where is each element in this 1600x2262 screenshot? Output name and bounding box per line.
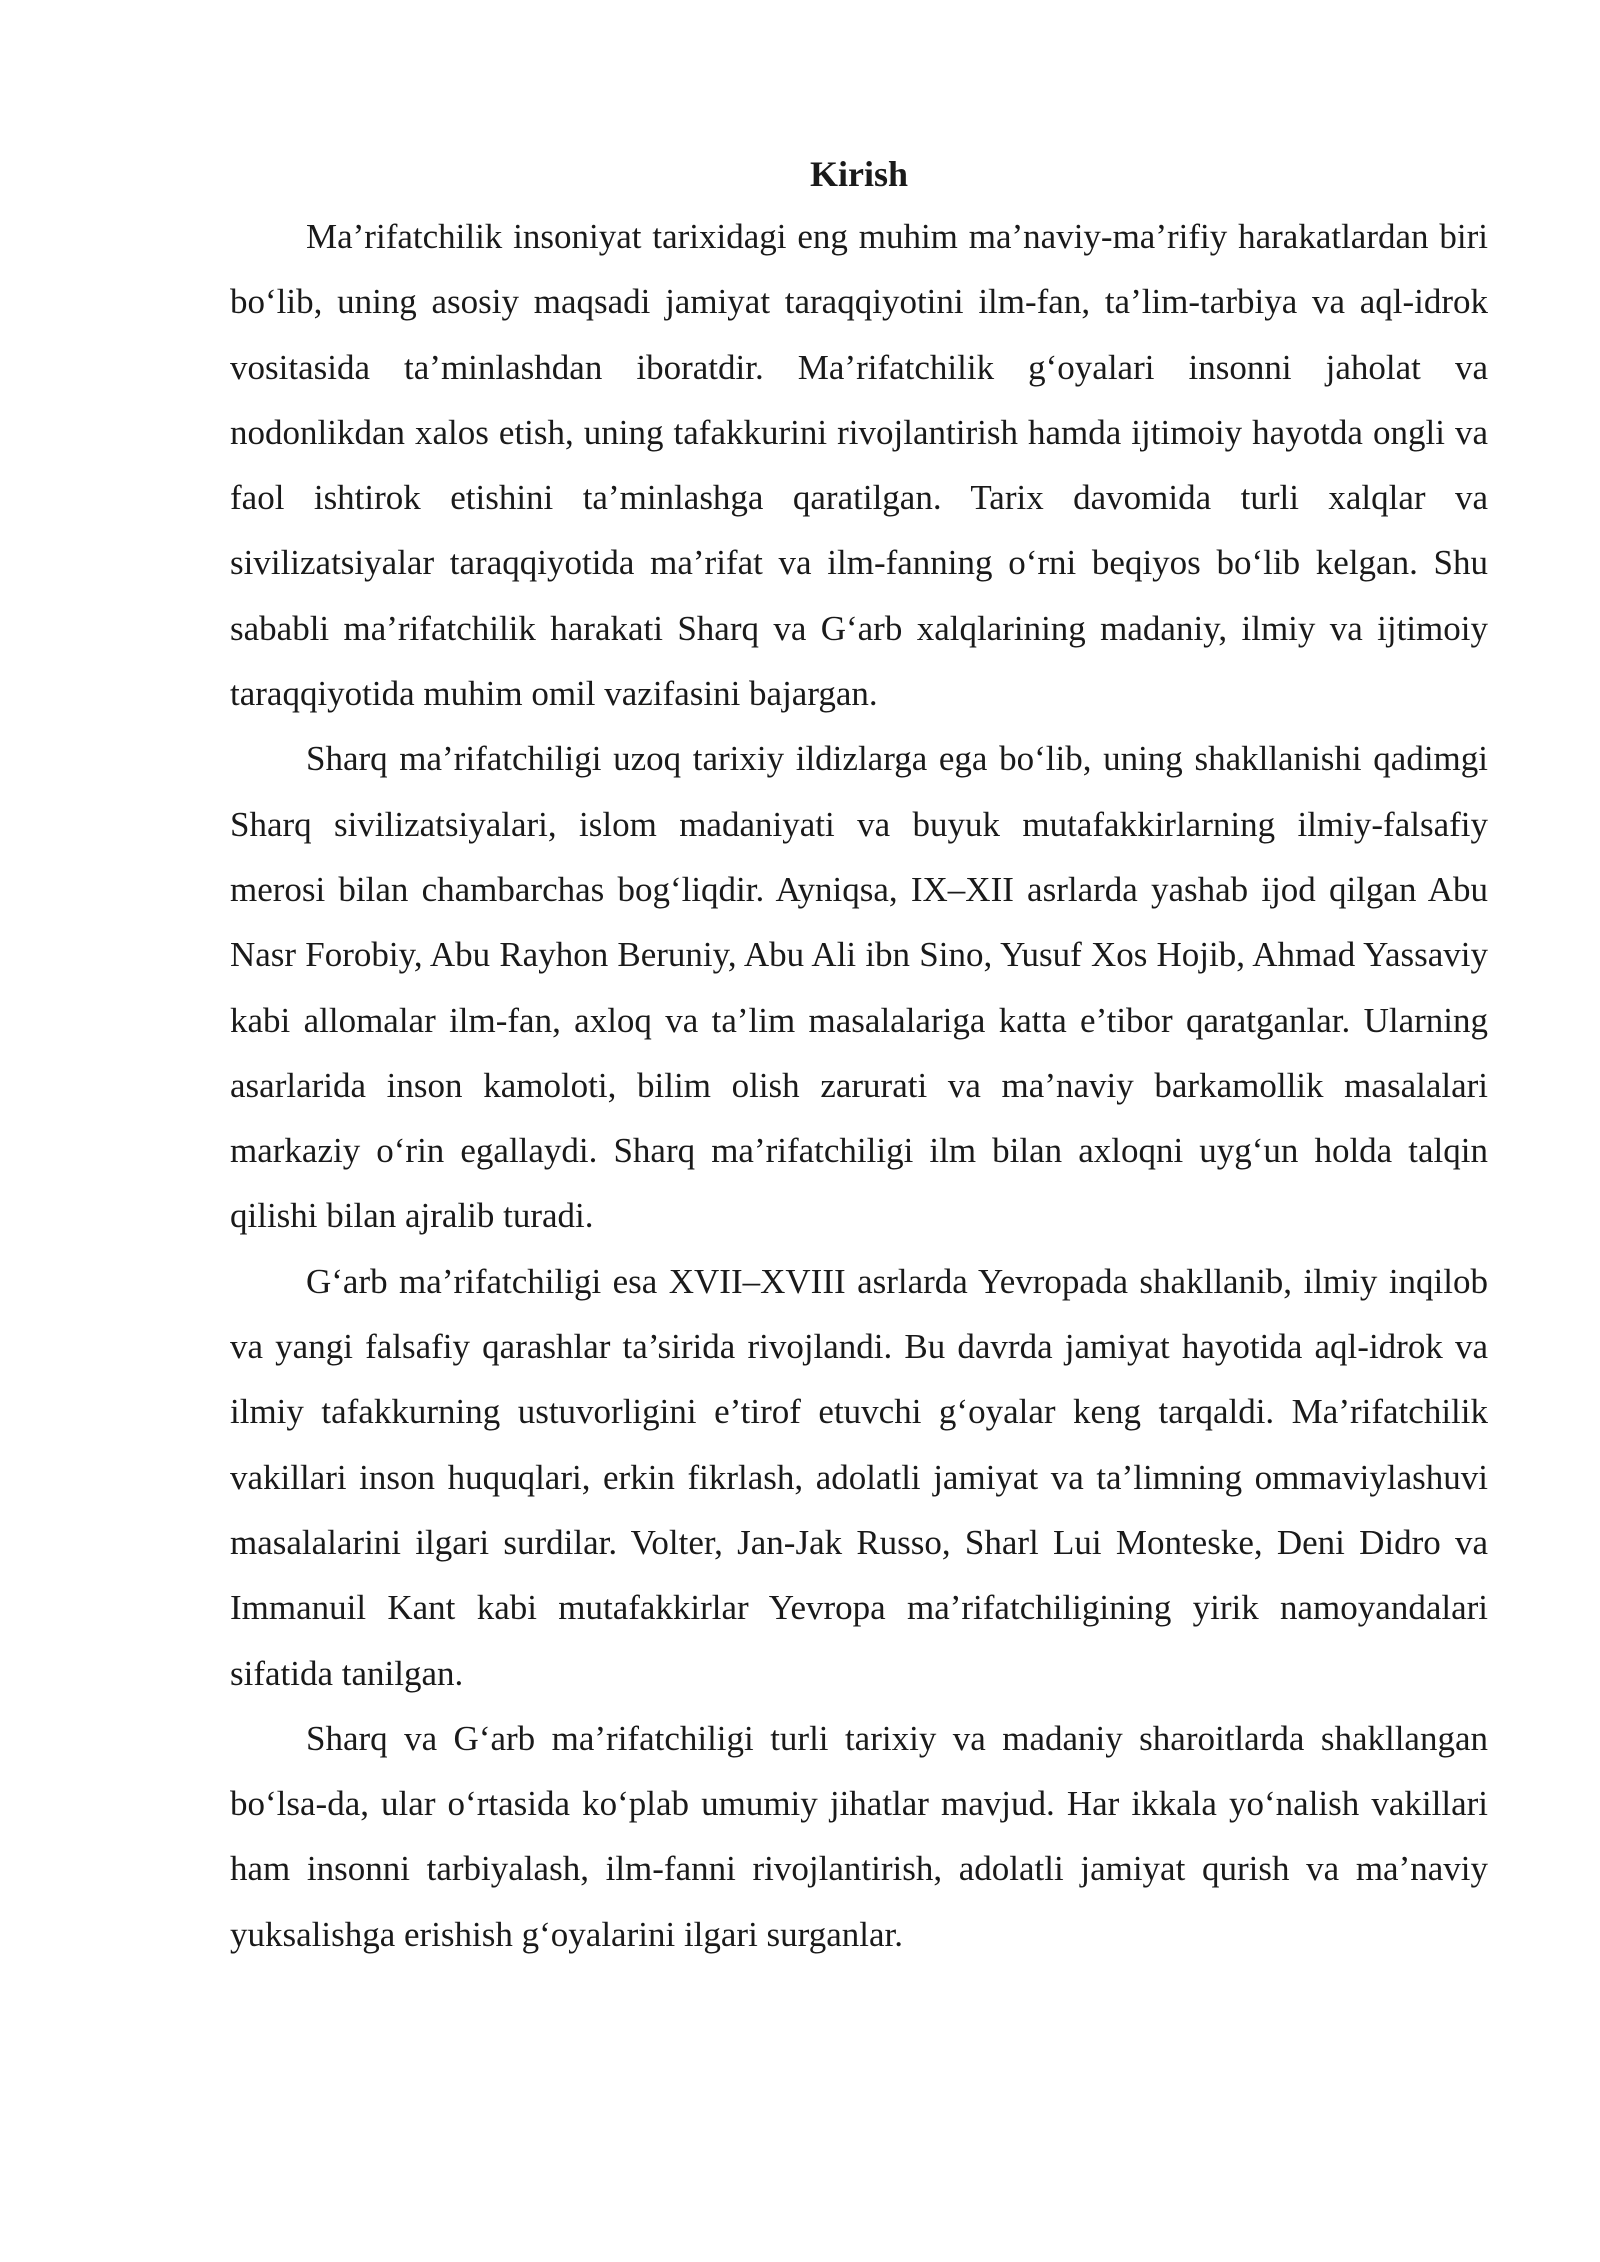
document-title: Kirish <box>809 154 908 194</box>
paragraph-3: G‘arb ma’rifatchiligi esa XVII–XVIII asrlarda Yevropada shakllanib, ilmiy inqilob va yangi falsafiy qarashlar ta’sirida rivojlandi. Bu davrda jamiyat hayotida aql-idrok va ilmiy tafakkurning ustuvorligini e’tirof etuvchi g‘oyalar keng tarqaldi. Ma’rifatchilik vakillari inson huquqlari, erkin fikrlash, adolatli jamiyat va ta’limning ommaviylashuvi masalalarini ilgari surdilar. Volter, Jan-Jak Russo, Sharl Lui Monteske, Deni Didro va Immanuil Kant kabi mutafakkirlar Yevropa ma’rifatchiligining yirik namoyandalari sifatida tanilgan. <box>230 1261 1488 1693</box>
paragraph-4: Sharq va G‘arb ma’rifatchiligi turli tarixiy va madaniy sharoitlarda shakllangan bo‘lsa-da, ular o‘rtasida ko‘plab umumiy jihatlar mavjud. Har ikkala yo‘nalish vakillari ham insonni tarbiyalash, ilm-fanni rivojlantirish, adolatli jamiyat qurish va ma’naviy yuksalishga erishish g‘oyalarini ilgari surganlar. <box>230 1718 1488 1954</box>
paragraph-2: Sharq ma’rifatchiligi uzoq tarixiy ildizlarga ega bo‘lib, uning shakllanishi qadimgi Sharq sivilizatsiyalari, islom madaniyati va buyuk mutafakkirlarning ilmiy-falsafiy merosi bilan chambarchas bog‘liqdir. Ayniqsa, IX–XII asrlarda yashab ijod qilgan Abu Nasr Forobiy, Abu Rayhon Beruniy, Abu Ali ibn Sino, Yusuf Xos Hojib, Ahmad Yassaviy kabi allomalar ilm-fan, axloq va ta’lim masalalariga katta e’tibor qaratganlar. Ularning asarlarida inson kamoloti, bilim olish zarurati va ma’naviy barkamollik masalalari markaziy o‘rin egallaydi. Sharq ma’rifatchiligi ilm bilan axloqni uyg‘un holda talqin qilishi bilan ajralib turadi. <box>230 739 1488 1236</box>
paragraph-1: Ma’rifatchilik insoniyat tarixidagi eng muhim ma’naviy-ma’rifiy harakatlardan biri bo‘lib, uning asosiy maqsadi jamiyat taraqqiyotini ilm-fan, ta’lim-tarbiya va aql-idrok vositasida ta’minlashdan iboratdir. Ma’rifatchilik g‘oyalari insonni jaholat va nodonlikdan xalos etish, uning tafakkurini rivojlantirish hamda ijtimoiy hayotda ongli va faol ishtirok etishini ta’minlashga qaratilgan. Tarix davomida turli xalqlar va sivilizatsiyalar taraqqiyotida ma’rifat va ilm-fanning o‘rni beqiyos bo‘lib kelgan. Shu sababli ma’rifatchilik harakati Sharq va G‘arb xalqlarining madaniy, ilmiy va ijtimoiy taraqqiyotida muhim omil vazifasini bajargan. <box>230 217 1488 714</box>
document-body <box>230 148 1488 1967</box>
